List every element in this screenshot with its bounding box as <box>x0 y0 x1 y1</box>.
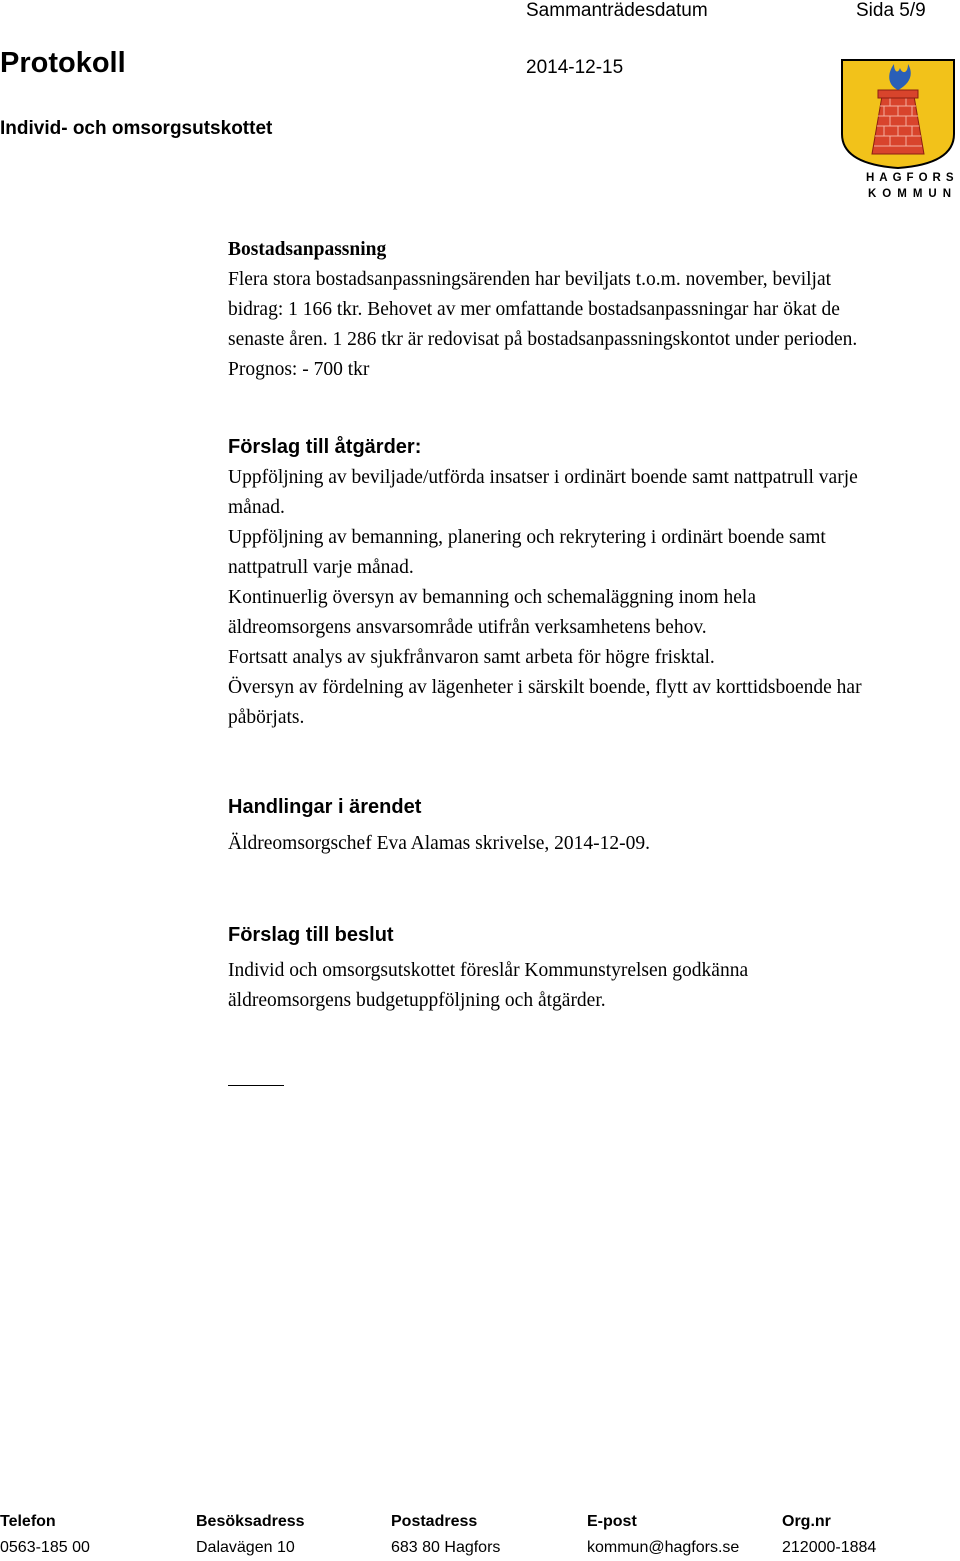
page-number: Sida 5/9 <box>856 0 926 21</box>
logo-text-kommun: KOMMUN <box>868 188 958 200</box>
footer-label: Telefon <box>0 1513 56 1530</box>
paragraph-line: påbörjats. <box>228 707 305 728</box>
meeting-date: 2014-12-15 <box>526 57 624 78</box>
paragraph-line: Översyn av fördelning av lägenheter i särskilt boende, flytt av korttidsboende har <box>228 677 862 698</box>
paragraph-line: Fortsatt analys av sjukfrånvaron samt arbeta för högre frisktal. <box>228 647 715 668</box>
paragraph-line: månad. <box>228 497 285 518</box>
paragraph-line: senaste åren. 1 286 tkr är redovisat på bostadsanpassningskontot under perioden. <box>228 329 858 350</box>
paragraph-line: Kontinuerlig översyn av bemanning och schemaläggning inom hela <box>228 587 756 608</box>
paragraph-line: Äldreomsorgschef Eva Alamas skrivelse, 2014-12-09. <box>228 833 651 854</box>
paragraph-line: nattpatrull varje månad. <box>228 557 414 578</box>
footer-value: Dalavägen 10 <box>196 1539 295 1556</box>
paragraph-line: Individ och omsorgsutskottet föreslår Kommunstyrelsen godkänna <box>228 960 749 981</box>
paragraph-line: Uppföljning av bemanning, planering och rekrytering i ordinärt boende samt <box>228 527 826 548</box>
section-heading-bostadsanpassning: Bostadsanpassning <box>228 239 387 260</box>
footer-label: E-post <box>587 1513 637 1530</box>
section-heading-forslag-till-beslut: Förslag till beslut <box>228 924 394 946</box>
footer-value: 683 80 Hagfors <box>391 1539 501 1556</box>
paragraph-line: Flera stora bostadsanpassningsärenden har beviljats t.o.m. november, beviljat <box>228 269 832 290</box>
footer-label: Postadress <box>391 1513 478 1530</box>
paragraph-line: Uppföljning av beviljade/utförda insatser i ordinärt boende samt nattpatrull varje <box>228 467 858 488</box>
footer-orgnr <box>782 1513 876 1557</box>
footer-label: Besöksadress <box>196 1513 305 1530</box>
section-end-rule <box>228 1085 284 1086</box>
footer-postadress <box>391 1513 500 1557</box>
footer-value: 0563-185 00 <box>0 1539 90 1556</box>
logo-text-hagfors: HAGFORS <box>866 172 959 184</box>
paragraph-line: bidrag: 1 166 tkr. Behovet av mer omfattande bostadsanpassningar har ökat de <box>228 299 840 320</box>
document-title: Protokoll <box>0 47 126 79</box>
footer-label: Org.nr <box>782 1513 831 1530</box>
hagfors-kommun-logo <box>838 56 958 206</box>
paragraph-line: Prognos: - 700 tkr <box>228 359 370 380</box>
footer-telefon <box>0 1513 90 1557</box>
section-heading-handlingar: Handlingar i ärendet <box>228 796 422 818</box>
paragraph-line: äldreomsorgens budgetuppföljning och åtgärder. <box>228 990 606 1011</box>
footer-besoksadress <box>196 1513 305 1557</box>
footer-value: 212000-1884 <box>782 1539 877 1556</box>
footer-epost <box>587 1513 739 1557</box>
section-heading-atgarder: Förslag till åtgärder: <box>228 436 422 458</box>
paragraph-line: äldreomsorgens ansvarsområde utifrån verksamhetens behov. <box>228 617 707 638</box>
meeting-date-label: Sammanträdesdatum <box>526 0 708 21</box>
committee-name: Individ- och omsorgsutskottet <box>0 118 273 139</box>
footer-value: kommun@hagfors.se <box>587 1539 740 1556</box>
